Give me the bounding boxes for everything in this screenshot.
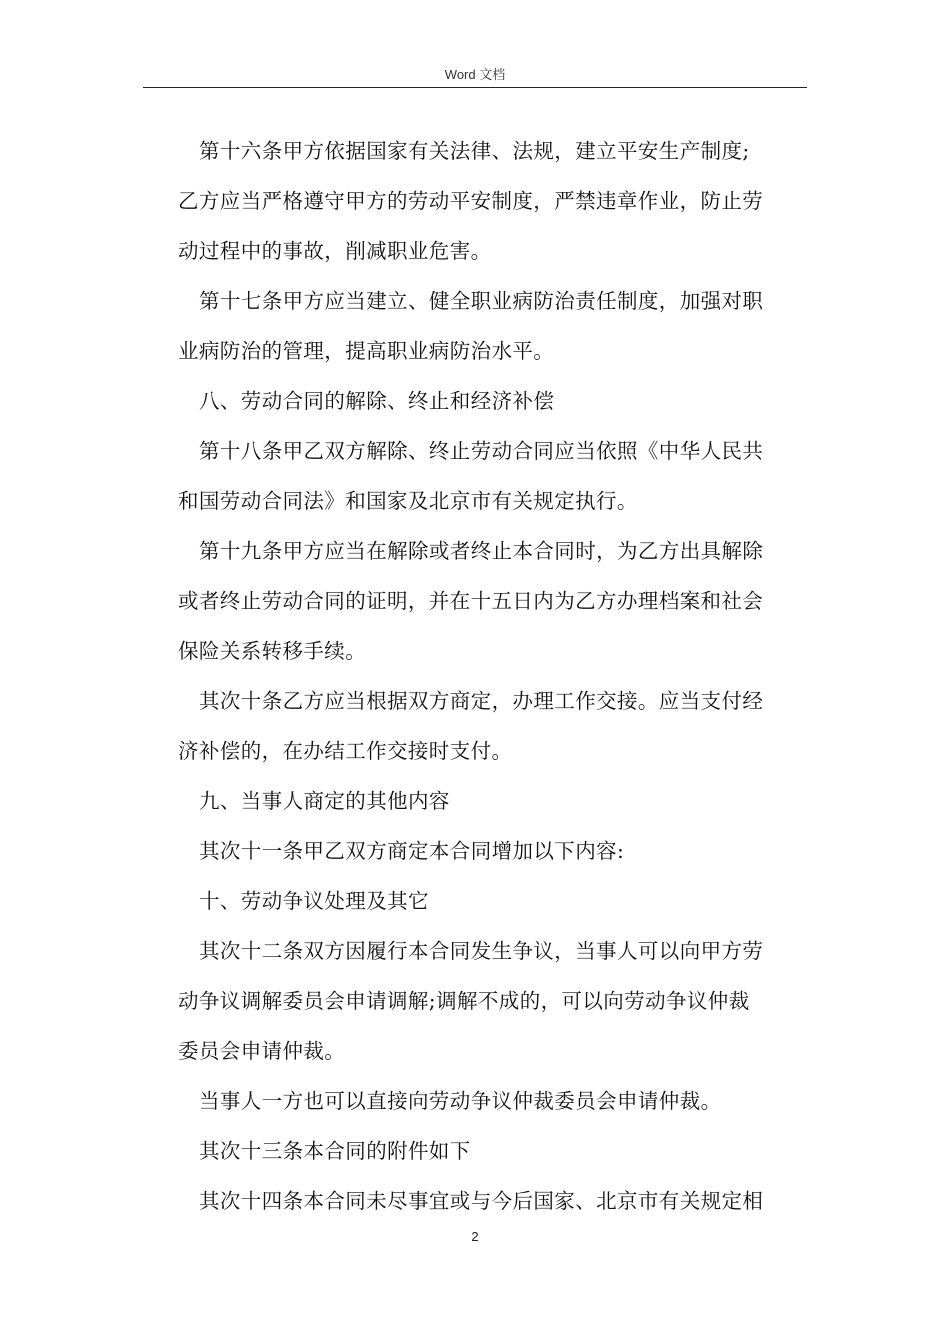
paragraph-article-16: 第十六条甲方依据国家有关法律、法规，建立平安生产制度; 乙方应当严格遵守甲方的劳动平安制度，严禁违章作业，防止劳 动过程中的事故，削减职业危害。 bbox=[178, 139, 764, 263]
section-heading-8: 八、劳动合同的解除、终止和经济补偿 bbox=[199, 389, 555, 413]
page-number: 2 bbox=[471, 1229, 479, 1244]
paragraph-article-18: 第十八条甲乙双方解除、终止劳动合同应当依照《中华人民共 和国劳动合同法》和国家及北京市有关规定执行。 bbox=[178, 439, 764, 513]
paragraph-article-22: 其次十二条双方因履行本合同发生争议，当事人可以向甲方劳 动争议调解委员会申请调解;调解不成的，可以向劳动争议仲裁 委员会申请仲裁。 bbox=[178, 939, 764, 1063]
paragraph-article-19: 第十九条甲方应当在解除或者终止本合同时，为乙方出具解除 或者终止劳动合同的证明，并在十五日内为乙方办理档案和社会 保险关系转移手续。 bbox=[178, 539, 764, 663]
document-header: Word 文档 bbox=[444, 67, 506, 82]
paragraph-arbitration-note: 当事人一方也可以直接向劳动争议仲裁委员会申请仲裁。 bbox=[199, 1089, 722, 1113]
document-body bbox=[178, 126, 804, 1226]
section-heading-10: 十、劳动争议处理及其它 bbox=[199, 889, 429, 913]
paragraph-article-24: 其次十四条本合同未尽事宜或与今后国家、北京市有关规定相 bbox=[199, 1189, 764, 1213]
header-divider bbox=[143, 87, 807, 88]
paragraph-article-17: 第十七条甲方应当建立、健全职业病防治责任制度，加强对职 业病防治的管理，提高职业病防治水平。 bbox=[178, 289, 764, 363]
paragraph-article-21: 其次十一条甲乙双方商定本合同增加以下内容: bbox=[199, 839, 625, 863]
section-heading-9: 九、当事人商定的其他内容 bbox=[199, 789, 450, 813]
paragraph-article-20: 其次十条乙方应当根据双方商定，办理工作交接。应当支付经 济补偿的，在办结工作交接时支付。 bbox=[178, 689, 764, 763]
paragraph-article-23: 其次十三条本合同的附件如下 bbox=[199, 1139, 471, 1163]
